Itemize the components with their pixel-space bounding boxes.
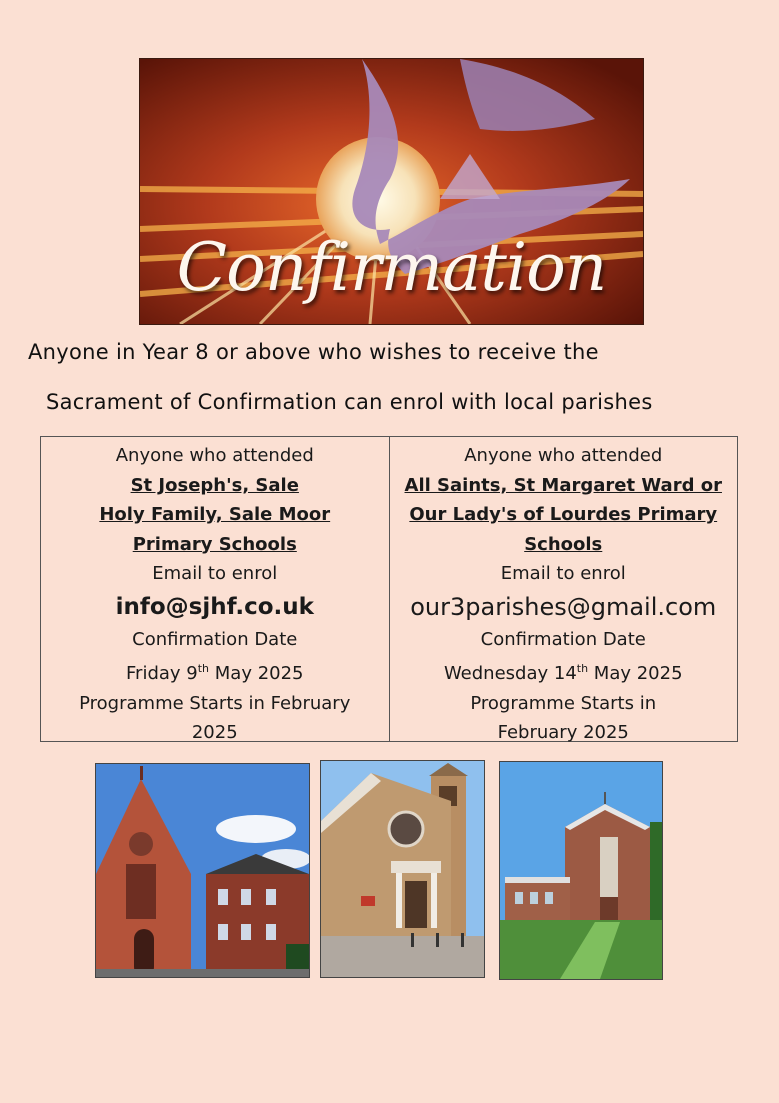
church-photo-st-josephs bbox=[95, 763, 310, 978]
confirmation-banner bbox=[139, 58, 644, 325]
email-label: Email to enrol bbox=[152, 563, 278, 584]
date-label: Confirmation Date bbox=[480, 628, 646, 650]
enrolment-table bbox=[40, 436, 738, 742]
school-name: Schools bbox=[524, 533, 603, 555]
banner-title: Confirmation bbox=[176, 229, 607, 306]
column-heading: Anyone who attended bbox=[464, 445, 663, 466]
column-heading: Anyone who attended bbox=[115, 445, 314, 466]
programme-start: Programme Starts in bbox=[470, 692, 657, 714]
school-name: All Saints, St Margaret Ward or bbox=[404, 474, 722, 496]
intro-line-2: Sacrament of Confirmation can enrol with local parishes bbox=[46, 390, 653, 414]
confirmation-date: Wednesday 14th May 2025 bbox=[443, 662, 683, 684]
programme-start-year: 2025 bbox=[191, 722, 238, 743]
church-photo-holy-family bbox=[320, 760, 485, 978]
confirmation-date: Friday 9th May 2025 bbox=[126, 662, 304, 684]
school-name: Holy Family, Sale Moor bbox=[99, 504, 331, 525]
column-our3parishes bbox=[389, 437, 738, 741]
intro-line-1: Anyone in Year 8 or above who wishes to receive the bbox=[28, 340, 599, 364]
email-label: Email to enrol bbox=[500, 563, 626, 584]
date-label: Confirmation Date bbox=[132, 628, 298, 650]
programme-start-year: February 2025 bbox=[497, 722, 629, 743]
email-link[interactable]: info@sjhf.co.uk bbox=[115, 593, 314, 620]
column-sjhf bbox=[41, 437, 389, 741]
programme-start: Programme Starts in February bbox=[79, 692, 351, 714]
school-name: Our Lady's of Lourdes Primary bbox=[409, 504, 718, 525]
email-link[interactable]: our3parishes@gmail.com bbox=[410, 592, 717, 621]
school-name: St Joseph's, Sale bbox=[130, 474, 299, 496]
church-photo-third-parish bbox=[499, 761, 663, 980]
school-name: Primary Schools bbox=[132, 533, 297, 555]
